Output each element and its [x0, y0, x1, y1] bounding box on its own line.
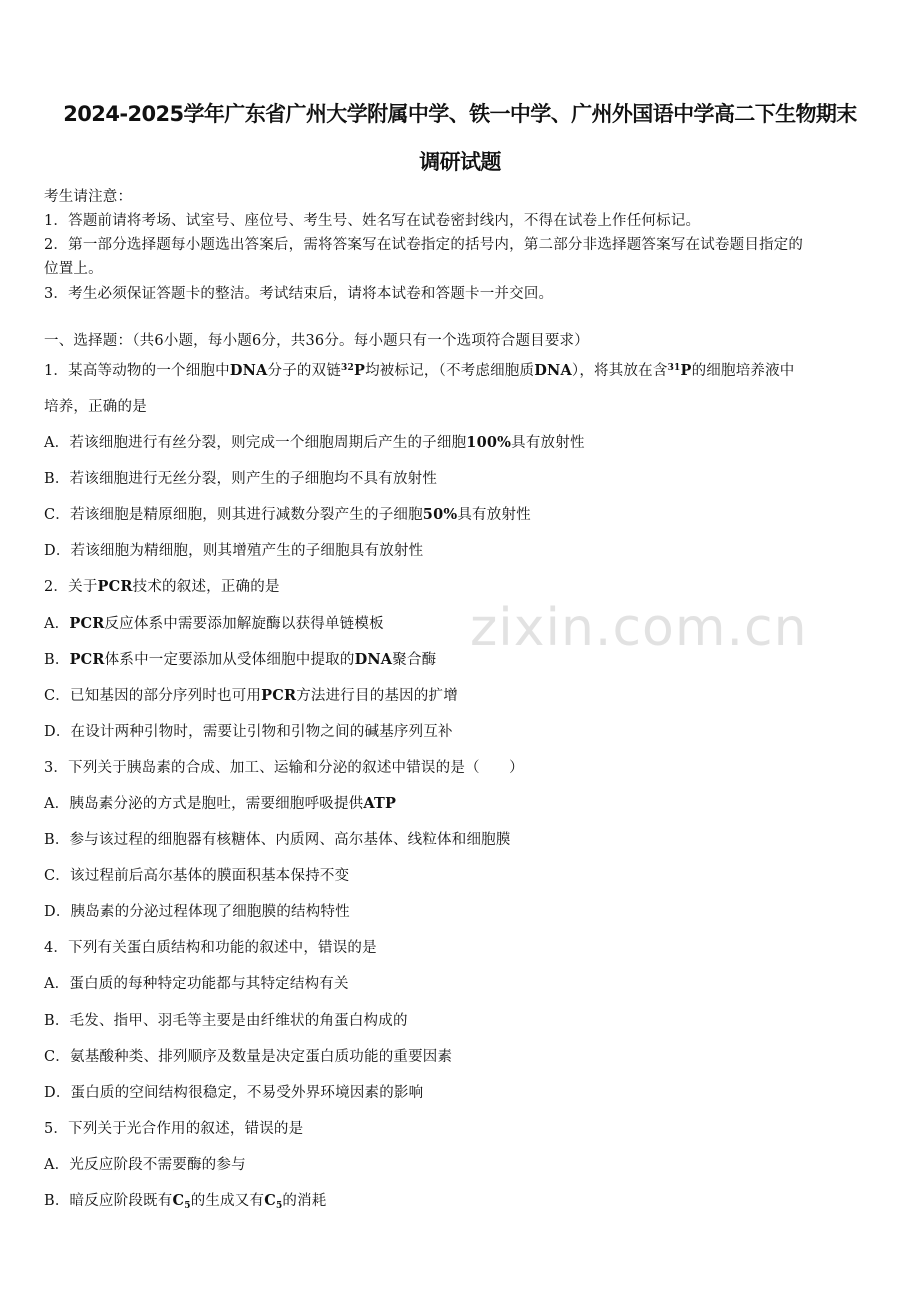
question-1-option-d: D．若该细胞为精细胞，则其增殖产生的子细胞具有放射性: [44, 543, 424, 559]
question-3-option-d: D．胰岛素的分泌过程体现了细胞膜的结构特性: [44, 904, 350, 920]
question-3-stem: 3．下列关于胰岛素的合成、加工、运输和分泌的叙述中错误的是（ ）: [44, 760, 524, 776]
question-3-option-c: C．该过程前后高尔基体的膜面积基本保持不变: [44, 868, 350, 884]
question-4-option-b: B．毛发、指甲、羽毛等主要是由纤维状的角蛋白构成的: [44, 1013, 408, 1029]
notice-item: 3．考生必须保证答题卡的整洁。考试结束后，请将本试卷和答题卡一并交回。: [44, 286, 554, 302]
question-5-option-b: B．暗反应阶段既有$C_5$的生成又有$C_5$的消耗: [44, 1192, 327, 1211]
question-4-option-d: D．蛋白质的空间结构很稳定，不易受外界环境因素的影响: [44, 1085, 424, 1101]
watermark: zixin.com.cn: [470, 598, 808, 658]
section-heading: 一、选择题：（共6小题，每小题6分，共36分。每小题只有一个选项符合题目要求）: [44, 333, 589, 349]
question-1-option-c: C．若该细胞是精原细胞，则其进行减数分裂产生的子细胞50%具有放射性: [44, 506, 531, 523]
question-4-option-c: C．氨基酸种类、排列顺序及数量是决定蛋白质功能的重要因素: [44, 1049, 453, 1065]
question-2-option-c: C．已知基因的部分序列时也可用PCR方法进行目的基因的扩增: [44, 687, 458, 704]
question-2-option-d: D．在设计两种引物时，需要让引物和引物之间的碱基序列互补: [44, 724, 453, 740]
notice-item: 位置上。: [44, 261, 103, 277]
question-3-option-b: B．参与该过程的细胞器有核糖体、内质网、高尔基体、线粒体和细胞膜: [44, 832, 511, 848]
notice-item: 2．第一部分选择题每小题选出答案后，需将答案写在试卷指定的括号内，第二部分非选择题答案写在试卷题目指定的: [44, 237, 804, 253]
question-5-stem: 5．下列关于光合作用的叙述，错误的是: [44, 1121, 304, 1137]
question-2-option-b: B．PCR体系中一定要添加从受体细胞中提取的DNA聚合酶: [44, 651, 437, 668]
exam-title-line1: 2024-2025学年广东省广州大学附属中学、铁一中学、广州外国语中学高二下生物期末: [63, 102, 857, 126]
question-5-option-a: A．光反应阶段不需要酶的参与: [44, 1157, 246, 1173]
question-1-stem: 1．某高等动物的一个细胞中DNA分子的双链$^{32}$P均被标记，（不考虑细胞质DNA），将其放在含$^{31}$P的细胞培养液中: [44, 362, 795, 379]
question-3-option-a: A．胰岛素分泌的方式是胞吐，需要细胞呼吸提供ATP: [44, 795, 397, 812]
question-4-stem: 4．下列有关蛋白质结构和功能的叙述中，错误的是: [44, 940, 377, 956]
question-2-option-a: A．PCR反应体系中需要添加解旋酶以获得单链模板: [44, 615, 384, 632]
question-2-stem: 2．关于PCR技术的叙述，正确的是: [44, 578, 280, 595]
notice-item: 1．答题前请将考场、试室号、座位号、考生号、姓名写在试卷密封线内，不得在试卷上作任何标记。: [44, 213, 701, 229]
question-1-stem-cont: 培养，正确的是: [44, 399, 147, 415]
exam-title-line2: 调研试题: [419, 150, 501, 174]
question-1-option-a: A．若该细胞进行有丝分裂，则完成一个细胞周期后产生的子细胞100%具有放射性: [44, 434, 585, 451]
question-1-option-b: B．若该细胞进行无丝分裂，则产生的子细胞均不具有放射性: [44, 471, 438, 487]
notice-heading: 考生请注意：: [44, 189, 133, 205]
question-4-option-a: A．蛋白质的每种特定功能都与其特定结构有关: [44, 976, 349, 992]
